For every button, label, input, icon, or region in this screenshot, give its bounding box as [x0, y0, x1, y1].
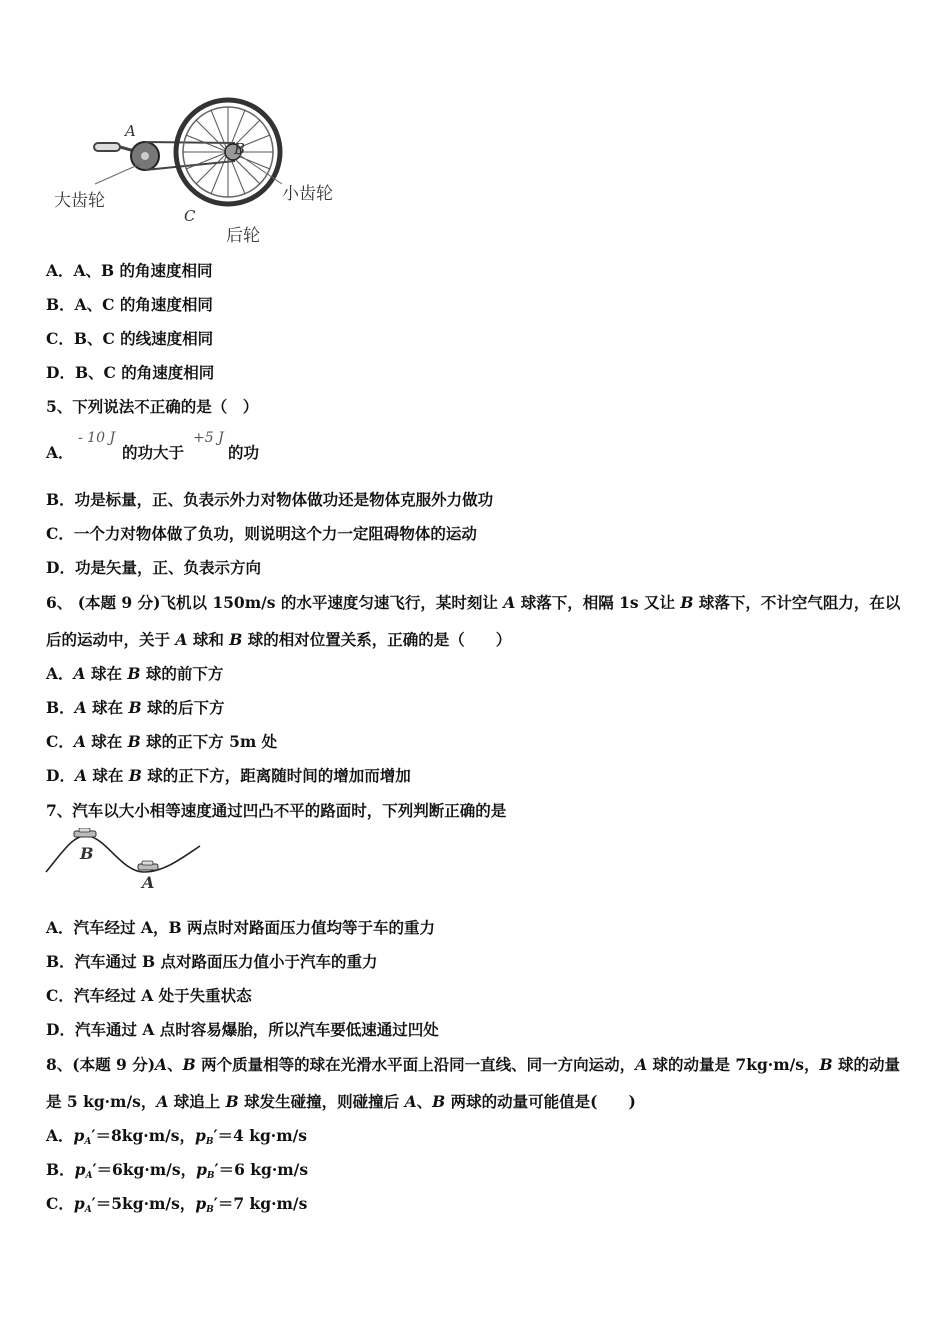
fig-label-a: A	[142, 873, 155, 892]
q4-option-a: A．A、B 的角速度相同	[46, 261, 213, 280]
q6-option-d: D．A 球在 B 球的正下方，距离随时间的增加而增加	[46, 766, 411, 785]
q5-option-c: C．一个力对物体做了负功，则说明这个力一定阻碍物体的运动	[46, 524, 477, 543]
q7-option-b: B．汽车通过 B 点对路面压力值小于汽车的重力	[46, 952, 378, 971]
q4-option-b: B．A、C 的角速度相同	[46, 295, 213, 314]
label-b: B	[234, 140, 246, 158]
small-gear-label: 小齿轮	[282, 184, 333, 204]
label-a: A	[125, 122, 136, 140]
q5-option-a-mid: 的功大于	[122, 443, 185, 462]
q5-option-a-end: 的功	[228, 443, 260, 462]
q6-stem-line1: 6、 (本题 9 分)飞机以 150m/s 的水平速度匀速飞行，某时刻让 A 球落下，相隔 1s 又让 B 球落下，不计空气阻力，在以	[46, 593, 901, 612]
label-c: C	[184, 207, 196, 225]
q7-option-d: D．汽车通过 A 点时容易爆胎，所以汽车要低速通过凹处	[46, 1020, 439, 1039]
car-b-icon	[74, 828, 96, 837]
q5-value-positive: +5 J	[193, 430, 224, 446]
car-a-icon	[138, 861, 158, 870]
rear-wheel-label: 后轮	[226, 226, 260, 246]
q5-stem: 5、下列说法不正确的是（ ）	[46, 397, 259, 416]
q5-option-d: D．功是矢量，正、负表示方向	[46, 558, 261, 577]
q8-option-a: A．$p_A'=8kg\cdot m/s$，$p_B'=4$ kg·m/s	[46, 1126, 307, 1147]
q5-value-negative: - 10 J	[78, 430, 116, 446]
big-gear-label: 大齿轮	[54, 191, 105, 211]
q8-option-b: B．$p_A'=6kg\cdot m/s$，$p_B'=6$ kg·m/s	[46, 1160, 309, 1181]
q6-option-b: B．A 球在 B 球的后下方	[46, 698, 225, 717]
q4-option-c: C．B、C 的线速度相同	[46, 329, 214, 348]
q7-option-c: C．汽车经过 A 处于失重状态	[46, 986, 252, 1005]
q8-stem-line1: 8、(本题 9 分)A、B 两个质量相等的球在光滑水平面上沿同一直线、同一方向运动，A 球的动量是 7kg·m/s，B 球的动量	[46, 1055, 900, 1074]
q5-option-b: B．功是标量，正、负表示外力对物体做功还是物体克服外力做功	[46, 490, 494, 509]
q6-option-c: C．A 球在 B 球的正下方 5m 处	[46, 732, 278, 751]
q6-option-a: A．A 球在 B 球的前下方	[46, 664, 224, 683]
road-figure	[44, 828, 204, 892]
q5-option-a: A．	[46, 443, 74, 462]
bicycle-gear-figure	[50, 96, 350, 246]
fig-label-b: B	[80, 844, 94, 863]
q6-stem-line2: 后的运动中，关于 A 球和 B 球的相对位置关系，正确的是（ ）	[46, 630, 512, 649]
q7-stem: 7、汽车以大小相等速度通过凹凸不平的路面时，下列判断正确的是	[46, 801, 507, 820]
q7-option-a: A．汽车经过 A，B 两点时对路面压力值均等于车的重力	[46, 918, 435, 937]
q4-option-d: D．B、C 的角速度相同	[46, 363, 215, 382]
q8-option-c: C．$p_A'=5kg\cdot m/s$，$p_B'=7$ kg·m/s	[46, 1194, 308, 1215]
q8-stem-line2: 是 5 kg·m/s，A 球追上 B 球发生碰撞，则碰撞后 A、B 两球的动量可能值是( )	[46, 1092, 636, 1111]
